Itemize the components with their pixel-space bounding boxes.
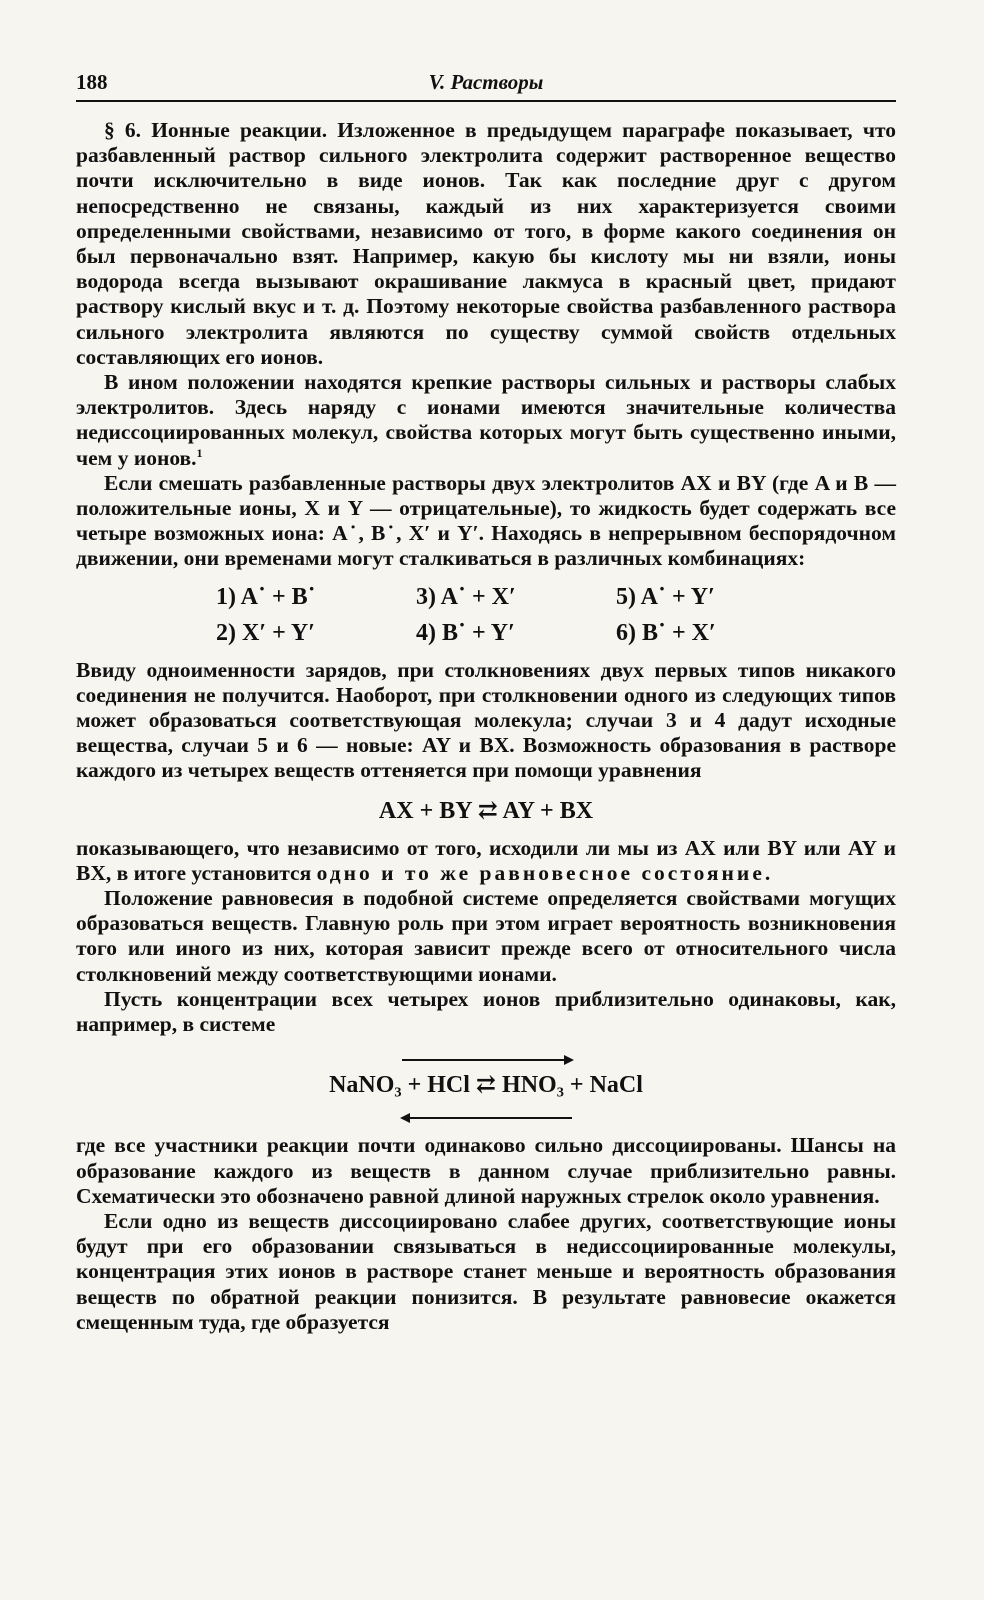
ion-combinations (216, 582, 896, 648)
running-title: V. Растворы (428, 70, 544, 94)
equation-nitrate-text: NaNO₃ + HCl ⇄ HNO₃ + NaCl (329, 1072, 643, 1099)
paragraph-1 (76, 118, 896, 370)
footnote-mark: 1 (196, 445, 203, 460)
paragraph-5-text: показывающего, что независимо от того, исходили ли мы из AX или BY или AY и BX, в итоге установится (76, 835, 896, 885)
paragraph-5 (76, 836, 896, 886)
combination-item: 5) A˙ + Y′ (616, 583, 715, 610)
combination-item: 1) A˙ + B˙ (216, 583, 316, 610)
paragraph-2 (76, 370, 896, 471)
paragraph-8: где все участники реакции почти одинаково сильно диссоциированы. Шансы на образование каждого из веществ в данном случае приблизительно равны. Схематически это обозначено равной длиной наружных стрелок около уравнения. (76, 1133, 896, 1208)
section-title: § 6. Ионные реакции. (104, 118, 328, 142)
reverse-arrow-icon (402, 1117, 572, 1119)
paragraph-4: Ввиду одноименности зарядов, при столкновениях двух первых типов никакого соединения не получится. Наоборот, при столкновении одного из следующих типов может образоваться соответствующая молекула; случаи 3 и 4 дадут исходные вещества, случаи 5 и 6 — новые: AY и BX. Возможность образования в растворе каждого из четырех веществ оттеняется при помощи уравнения (76, 657, 896, 783)
paragraph-9: Если одно из веществ диссоциировано слабее других, соответствующие ионы будут при его образовании связываться в недиссоциированные молекулы, концентрация этих ионов в растворе станет меньше и вероятность образования веществ по обратной реакции понизится. В результате равновесие окажется смещенным туда, где образуется (76, 1208, 896, 1334)
book-page (76, 66, 896, 1335)
page-header (76, 66, 896, 96)
combination-item: 6) B˙ + X′ (616, 619, 716, 646)
combination-item: 3) A˙ + X′ (416, 583, 516, 610)
header-rule (76, 100, 896, 102)
paragraph-2-text: В ином положении находятся крепкие растворы сильных и растворы слабых электролитов. Здесь наряду с ионами имеются значительные количества недиссоциированных молекул, свойства которых могут быть существенно иными, чем у ионов. (76, 370, 896, 470)
combination-item: 4) B˙ + Y′ (416, 619, 515, 646)
paragraph-1-text: Изложенное в предыдущем параграфе показывает, что разбавленный раствор сильного электролита содержит растворенное вещество почти исключительно в виде ионов. Так как последние друг с другом непосредственно не связаны, каждый из них характеризуется своими определенными свойствами, независимо от того, в форме какого соединения он был первоначально взят. Например, какую бы кислоту мы ни взяли, ионы водорода всегда вызывают окрашивание лакмуса в красный цвет, придают раствору кислый вкус и т. д. Поэтому некоторые свойства разбавленного раствора сильного электролита являются по существу суммой свойств отдельных составляющих его ионов. (76, 118, 896, 369)
forward-arrow-icon (402, 1059, 572, 1061)
page-number: 188 (76, 70, 108, 94)
paragraph-6: Положение равновесия в подобной системе определяется свойствами могущих образоваться веществ. Главную роль при этом играет вероятность возникновения того или иного из них, которая зависит прежде всего от относительного числа столкновений между соответствующими ионами. (76, 886, 896, 986)
equation-exchange: AX + BY ⇄ AY + BX (378, 797, 594, 824)
equation-nitrate (76, 1045, 896, 1129)
combination-item: 2) X′ + Y′ (216, 619, 315, 646)
paragraph-7: Пусть концентрации всех четырех ионов приблизительно одинаковы, как, например, в системе (76, 986, 896, 1037)
paragraph-3: Если смешать разбавленные растворы двух электролитов AX и BY (где A и B — положительные ионы, X и Y — отрицательные), то жидкость будет содержать все четыре возможных иона: A˙, B˙, X′ и Y′. Находясь в непрерывном беспорядочном движении, они временами могут сталкиваться в различных комбинациях: (76, 470, 896, 571)
emphasized-text: одно и то же равновесное состояние. (316, 860, 774, 885)
